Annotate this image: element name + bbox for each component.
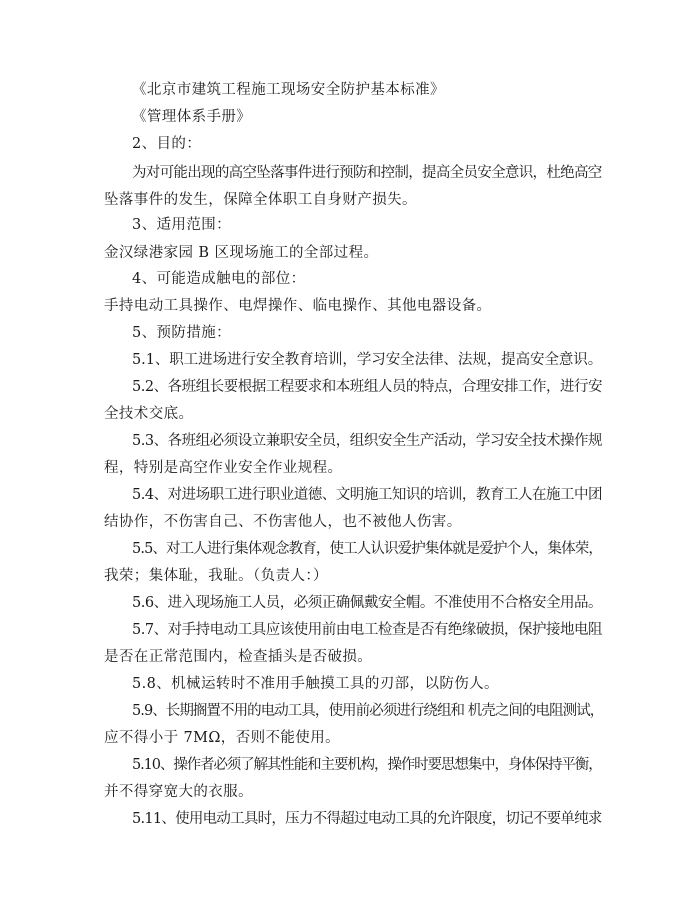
text-line: 应不得小于 7MΩ，否则不能使用。 <box>104 730 341 746</box>
text-line: 结协作，不伤害自己、不伤害他人，也不被他人伤害。 <box>104 514 462 530</box>
text-line: 5.8、机械运转时不准用手触摸工具的刃部，以防伤人。 <box>132 676 499 692</box>
text-line: 金汉绿港家园 B 区现场施工的全部过程。 <box>104 245 379 261</box>
text-line: 5.3、各班组必须设立兼职安全员，组织安全生产活动，学习安全技术操作规 <box>132 433 603 449</box>
text-line: 5、预防措施： <box>132 325 232 341</box>
text-line: 手持电动工具操作、电焊操作、临电操作、其他电器设备。 <box>104 298 492 314</box>
text-line: 全技术交底。 <box>104 406 194 422</box>
text-line: 5.11、使用电动工具时，压力不得超过电动工具的允许限度，切记不要单纯求 <box>132 811 602 827</box>
text-line: 坠落事件的发生，保障全体职工自身财产损失。 <box>104 192 417 208</box>
text-line: 4、可能造成触电的部位： <box>132 271 306 287</box>
text-line: 我荣；集体耻，我耻。（负责人：） <box>104 568 328 584</box>
text-line: 是否在正常范围内，检查插头是否破损。 <box>104 649 373 665</box>
text-line: 5.7、对手持电动工具应该使用前由电工检查是否有绝缘破损，保护接地电阻 <box>132 622 603 638</box>
text-line: 《北京市建筑工程施工现场安全防护基本标准》 <box>132 82 445 98</box>
text-line: 5.6、进入现场施工人员，必须正确佩戴安全帽。不准使用不合格安全用品。 <box>132 595 603 611</box>
text-line: 3、适用范围： <box>132 217 232 233</box>
text-line: 《管理体系手册》 <box>132 109 252 125</box>
text-line: 为对可能出现的高空坠落事件进行预防和控制，提高全员安全意识，杜绝高空 <box>132 165 602 181</box>
text-line: 5.9、长期搁置不用的电动工具，使用前必须进行绕组和 机壳之间的电阻测试， <box>132 703 604 719</box>
text-line: 5.1、职工进场进行安全教育培训，学习安全法律、法规，提高安全意识。 <box>132 352 603 368</box>
text-line: 并不得穿宽大的衣服。 <box>104 784 253 800</box>
text-line: 程，特别是高空作业安全作业规程。 <box>104 460 343 476</box>
text-line: 5.4、对进场职工进行职业道德、文明施工知识的培训，教育工人在施工中团 <box>132 487 603 503</box>
text-line: 2、目的： <box>132 136 202 152</box>
text-line: 5.10、操作者必须了解其性能和主要机构，操作时要思想集中，身体保持平衡， <box>132 757 602 773</box>
text-line: 5.5、对工人进行集体观念教育，使工人认识爱护集体就是爱护个人，集体荣， <box>132 541 602 557</box>
text-line: 5.2、各班组长要根据工程要求和本班组人员的特点，合理安排工作，进行安 <box>132 379 603 395</box>
